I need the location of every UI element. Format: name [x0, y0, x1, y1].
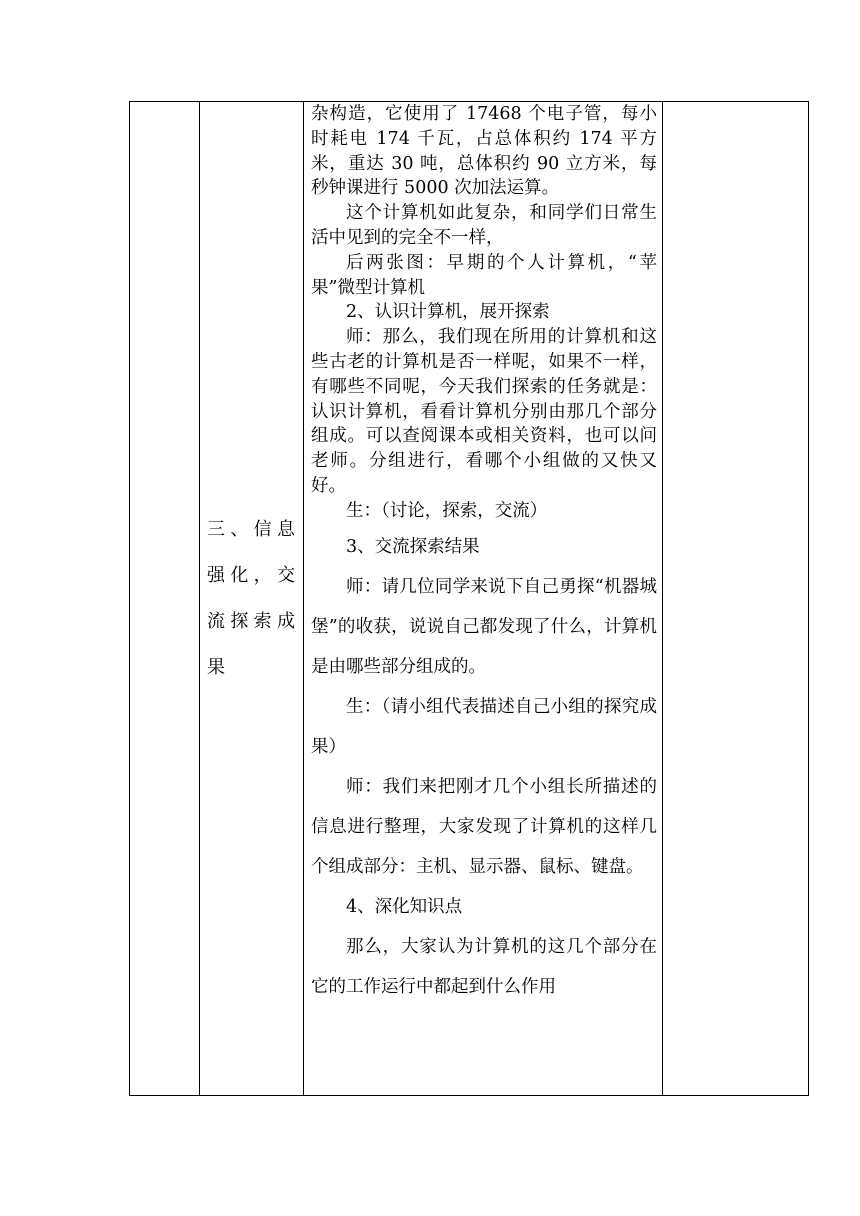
- content-loose-block: [304, 524, 662, 1007]
- paragraph: 这个计算机如此复杂，和同学们日常生活中见到的完全不一样，: [311, 203, 657, 248]
- paragraph: 后两张图：早期的个人计算机，“苹果”微型计算机: [311, 252, 657, 298]
- paragraph: 那么，大家认为计算机的这几个部分在它的工作运行中都起到什么作用: [311, 936, 657, 997]
- stage-label-line: 三、信息: [207, 518, 295, 540]
- stage-cell: [200, 102, 304, 1096]
- stage-label-line: 强化，交: [207, 564, 295, 586]
- paragraph: 师：那么，我们现在所用的计算机和这些古老的计算机是否一样呢，如果不一样，有哪些不同呢，今天我们探索的任务就是：认识计算机，看看计算机分别由那几个部分组成。可以查阅课本或相关资料，也可以问老师。分组进行，看哪个小组做的又快又好。: [311, 327, 657, 496]
- empty-cell-left: [130, 102, 200, 1096]
- empty-cell-right: [663, 102, 809, 1096]
- table-row: [130, 102, 809, 1096]
- stage-label-line: 果: [207, 656, 225, 678]
- paragraph: 杂构造，它使用了 17468 个电子管，每小时耗电 174 千瓦，占总体积约 174 平方米，重达 30 吨，总体积约 90 立方米，每秒钟课进行 5000 次加法运算。: [311, 104, 657, 199]
- stage-label-line: 流探索成: [207, 610, 295, 632]
- paragraph: 3、交流探索结果: [346, 536, 480, 557]
- stage-label: [200, 507, 303, 691]
- paragraph: 师：我们来把刚才几个小组长所描述的信息进行整理，大家发现了计算机的这样几个组成部分：主机、显示器、鼠标、键盘。: [311, 776, 657, 877]
- lesson-plan-table: [129, 101, 809, 1096]
- content-tight-block: [304, 102, 662, 524]
- paragraph: 师：请几位同学来说下自己勇探“机器城堡”的收获，说说自己都发现了什么，计算机是由哪些部分组成的。: [311, 576, 657, 677]
- paragraph: 4、深化知识点: [346, 896, 463, 917]
- paragraph: 2、认识计算机，展开探索: [346, 302, 550, 323]
- content-cell: [304, 102, 663, 1096]
- paragraph: 生：（请小组代表描述自己小组的探究成果）: [311, 696, 657, 757]
- paragraph: 生：（讨论，探索，交流）: [346, 500, 548, 521]
